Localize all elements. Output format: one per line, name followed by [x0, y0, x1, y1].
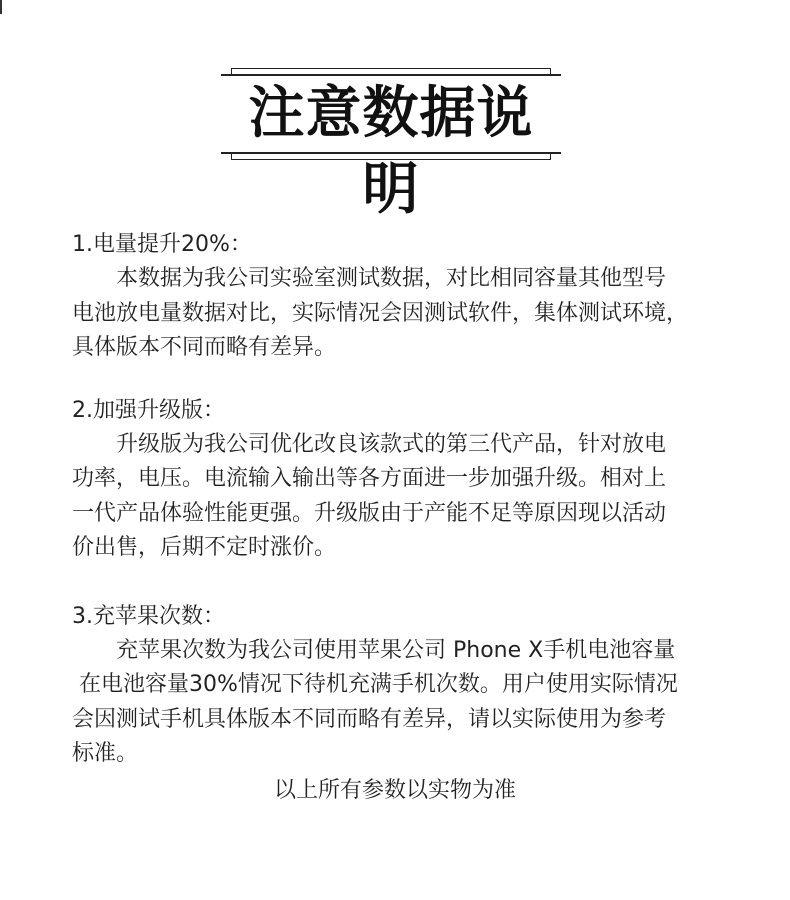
- section-battery-boost: [72, 228, 722, 366]
- paragraph-line: 升级版为我公司优化改良该款式的第三代产品，针对放电: [116, 431, 667, 457]
- paragraph-line: 标准。: [72, 741, 139, 766]
- section-charge-times: [72, 600, 722, 772]
- paragraph-line: 在电池容量30%情况下待机充满手机次数。用户使用实际情况: [72, 672, 678, 697]
- paragraph-line: 具体版本不同而略有差异。: [72, 335, 337, 360]
- corner-mark: [0, 0, 2, 14]
- section-heading: 1.电量提升20%：: [72, 232, 252, 257]
- paragraph-line: 会因测试手机具体版本不同而略有差异，请以实际使用为参考: [72, 706, 667, 732]
- section-body: [72, 634, 722, 772]
- paragraph-line: 充苹果次数为我公司使用苹果公司 Phone X手机电池容量: [116, 637, 676, 663]
- footer-note: 以上所有参数以实物为准: [273, 778, 516, 803]
- section-heading: 3.充苹果次数：: [72, 603, 225, 629]
- section-body: [72, 428, 722, 566]
- section-body: [72, 262, 722, 366]
- paragraph-line: 电池放电量数据对比，实际情况会因测试软件，集体测试环境，: [72, 300, 689, 326]
- paragraph-line: 价出售，后期不定时涨价。: [72, 535, 337, 560]
- paragraph-line: 一代产品体验性能更强。升级版由于产能不足等原因现以活动: [72, 500, 667, 526]
- notes-content: [72, 228, 722, 772]
- paragraph-line: 功率，电压。电流输入输出等各方面进一步加强升级。相对上: [72, 466, 667, 491]
- paragraph-line: 本数据为我公司实验室测试数据，对比相同容量其他型号: [116, 266, 667, 291]
- page-title: 注意数据说明: [221, 76, 561, 152]
- section-heading: 2.加强升级版：: [72, 397, 225, 423]
- section-upgrade-version: [72, 394, 722, 566]
